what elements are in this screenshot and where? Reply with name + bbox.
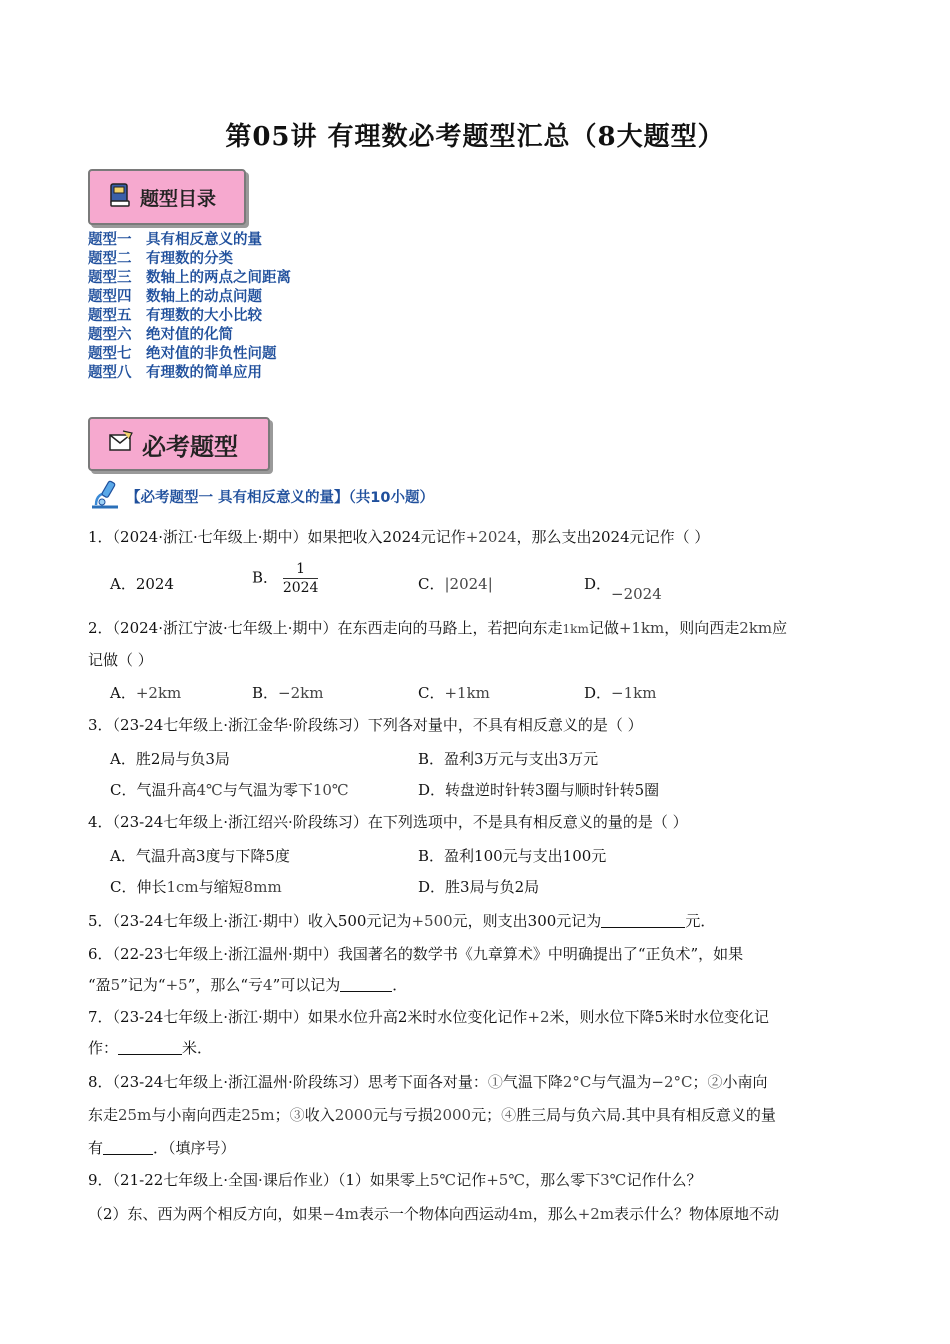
question-5: 5．（23-24七年级上·浙江·期中）收入500元记为+500元，则支出300元记为 元． [88, 912, 716, 930]
q1-option-d[interactable]: D．−2024 [584, 575, 662, 603]
question-8: 8．（23-24七年级上·浙江温州·阶段练习）思考下面各对量：①气温下降2°C与气温为−2°C；②小南向 东走25m与小南向西走25m；③收入2000元与亏损2000元；④胜三局与负六局.其中具有相反意义的量 有 ．（填序号） [88, 1073, 776, 1157]
exam-tab-label: 必考题型 [142, 432, 238, 461]
q4-option-b[interactable]: B．盈利100元与支出100元 [418, 847, 607, 865]
q1-option-b[interactable]: B． $\frac{1}{2024}$ [252, 561, 319, 596]
answer-blank[interactable] [103, 1138, 153, 1155]
envelope-icon [108, 429, 134, 459]
q4-option-c[interactable]: C．伸长1cm与缩短8mm [110, 878, 282, 896]
toc-item[interactable]: 题型六 绝对值的化简 [88, 327, 233, 343]
q3-option-b[interactable]: B．盈利3万元与支出3万元 [418, 750, 599, 768]
book-icon [108, 182, 132, 213]
question-1: 1．（2024·浙江·七年级上·期中）如果把收入2024元记作+2024，那么支出2024元记作（ ） [88, 528, 710, 546]
toc-item[interactable]: 题型八 有理数的简单应用 [88, 365, 262, 381]
answer-blank[interactable] [601, 911, 685, 928]
section-heading: 【必考题型一 具有相反意义的量】（共10小题） [88, 478, 434, 514]
fraction: $\frac{1}{2024}$ [282, 561, 319, 596]
toc-item[interactable]: 题型七 绝对值的非负性问题 [88, 346, 277, 362]
toc-tab-label: 题型目录 [140, 187, 217, 210]
question-7: 7．（23-24七年级上·浙江·期中）如果水位升高2米时水位变化记作+2米，则水位下降5米时水位变化记 作： 米． [88, 1008, 770, 1057]
toc-item[interactable]: 题型一 具有相反意义的量 [88, 232, 262, 248]
q1-option-a[interactable]: A．2024 [110, 575, 175, 593]
question-2: 2．（2024·浙江宁波·七年级上·期中）在东西走向的马路上，若把向东走1km记做+1km，则向西走2km应 记做（ ） [88, 619, 788, 669]
q2-option-d[interactable]: D．−1km [584, 684, 657, 702]
answer-blank[interactable] [340, 975, 392, 992]
microscope-icon [88, 478, 122, 514]
toc-item[interactable]: 题型三 数轴上的两点之间距离 [88, 270, 291, 286]
q4-option-a[interactable]: A．气温升高3度与下降5度 [110, 847, 290, 865]
question-9: 9．（21-22七年级上·全国·课后作业）（1）如果零上5℃记作+5℃，那么零下3℃记作什么？ （2）东、西为两个相反方向，如果−4m表示一个物体向西运动4m，那么+2m表示什么？物体原地不动 [88, 1171, 780, 1223]
q3-option-c[interactable]: C．气温升高4℃与气温为零下10℃ [110, 781, 349, 799]
toc-item[interactable]: 题型五 有理数的大小比较 [88, 308, 262, 324]
toc-item[interactable]: 题型四 数轴上的动点问题 [88, 289, 262, 305]
q2-option-b[interactable]: B．−2km [252, 684, 324, 702]
answer-blank[interactable] [118, 1038, 182, 1055]
question-3: 3．（23-24七年级上·浙江金华·阶段练习）下列各对量中，不具有相反意义的是（ ） [88, 716, 643, 734]
q2-option-a[interactable]: A．+2km [110, 684, 182, 702]
toc-tab [88, 169, 246, 225]
q3-option-a[interactable]: A．胜2局与负3局 [110, 750, 230, 768]
exam-tab [88, 417, 270, 471]
q4-option-d[interactable]: D．胜3局与负2局 [418, 878, 540, 896]
q1-option-c[interactable]: C．|2024| [418, 575, 493, 593]
q2-option-c[interactable]: C．+1km [418, 684, 490, 702]
toc-item[interactable]: 题型二 有理数的分类 [88, 251, 233, 267]
question-4: 4．（23-24七年级上·浙江绍兴·阶段练习）在下列选项中，不是具有相反意义的量的是（ ） [88, 813, 688, 831]
toc-list [88, 231, 291, 383]
question-6: 6．（22-23七年级上·浙江温州·期中）我国著名的数学书《九章算术》中明确提出了“正负术”，如果 “盈5”记为“+5”，那么“亏4”可以记为 ． [88, 945, 744, 994]
page-title: 第05讲 有理数必考题型汇总（8大题型） [225, 122, 725, 152]
q3-option-d[interactable]: D．转盘逆时针转3圈与顺时针转5圈 [418, 781, 660, 799]
